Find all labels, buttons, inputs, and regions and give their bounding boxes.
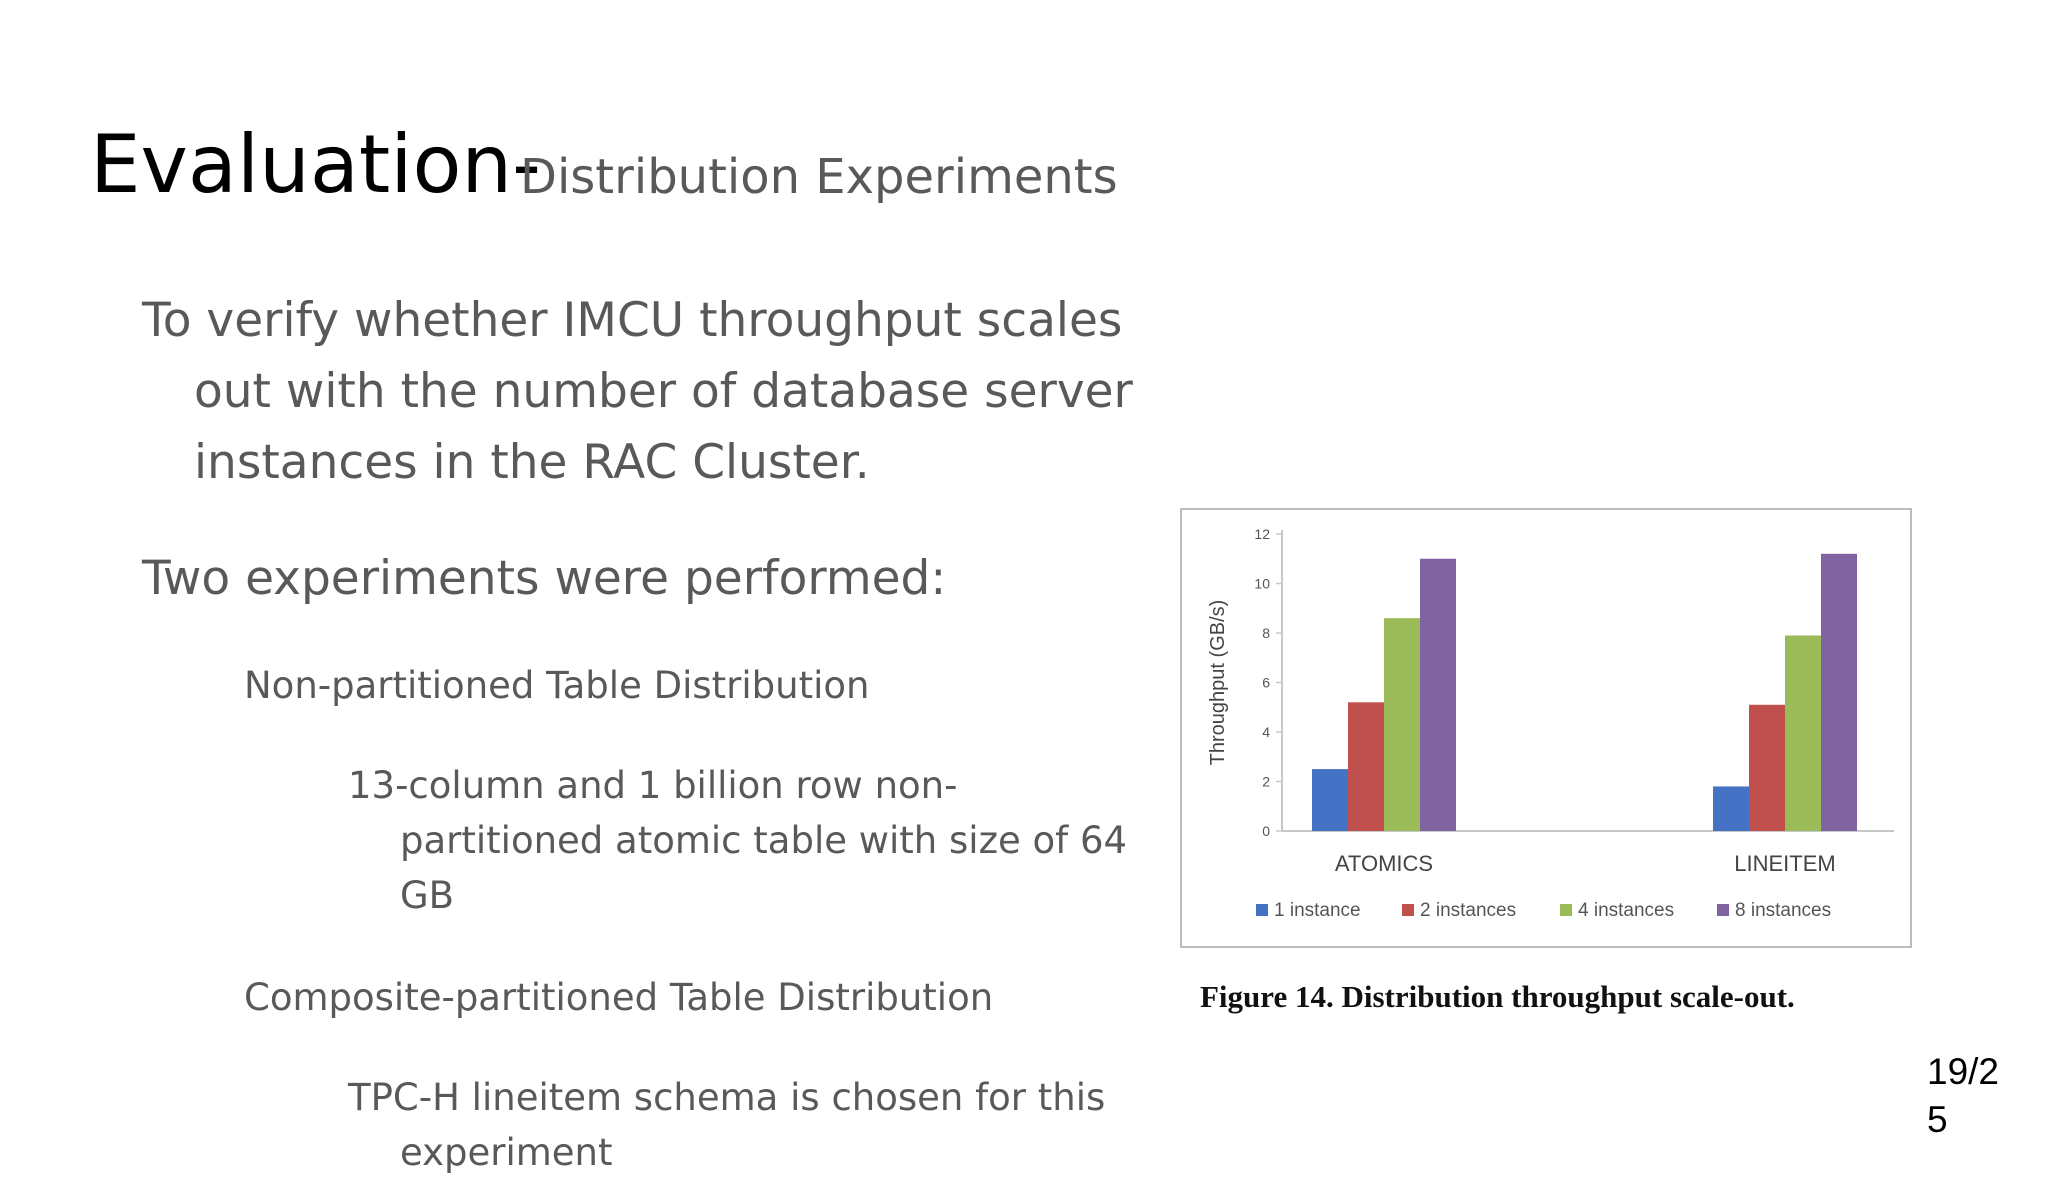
legend-swatch bbox=[1560, 904, 1572, 916]
bar bbox=[1821, 554, 1857, 831]
bar bbox=[1420, 559, 1456, 831]
page-number-line1: 19/2 bbox=[1927, 1051, 2000, 1092]
legend-swatch bbox=[1717, 904, 1729, 916]
experiment-1-title: Non-partitioned Table Distribution bbox=[244, 664, 870, 707]
paragraph-purpose bbox=[142, 285, 1152, 498]
legend-swatch bbox=[1256, 904, 1268, 916]
paragraph-purpose-line2: out with the number of database server bbox=[194, 364, 1133, 419]
bar bbox=[1312, 769, 1348, 831]
legend-label: 1 instance bbox=[1274, 900, 1361, 921]
experiment-2-line1: TPC-H lineitem schema is chosen for this bbox=[348, 1076, 1106, 1119]
legend-swatch bbox=[1402, 904, 1414, 916]
y-tick-label: 12 bbox=[1254, 526, 1270, 542]
experiment-1-line2: partitioned atomic table with size of 64 bbox=[400, 819, 1128, 862]
experiment-1-description bbox=[348, 758, 1128, 923]
legend-label: 8 instances bbox=[1735, 900, 1832, 921]
paragraph-experiments: Two experiments were performed: bbox=[142, 551, 947, 606]
y-tick-label: 6 bbox=[1262, 674, 1270, 691]
x-category-label: ATOMICS bbox=[1334, 851, 1434, 876]
bar bbox=[1785, 635, 1821, 831]
bar bbox=[1384, 618, 1420, 831]
chart-figure bbox=[1180, 508, 1912, 948]
paragraph-purpose-line3: instances in the RAC Cluster. bbox=[194, 435, 870, 490]
bar bbox=[1713, 786, 1749, 831]
experiment-1-line1: 13-column and 1 billion row non- bbox=[348, 764, 958, 807]
paragraph-purpose-line1: To verify whether IMCU throughput scales bbox=[142, 293, 1123, 348]
slide-title: Evaluation- bbox=[90, 118, 541, 211]
y-tick-label: 4 bbox=[1262, 724, 1270, 740]
page-number bbox=[1927, 1048, 2027, 1144]
x-category-label: LINEITEM bbox=[1734, 851, 1836, 876]
experiment-2-title: Composite-partitioned Table Distribution bbox=[244, 976, 994, 1019]
legend-label: 4 instances bbox=[1578, 900, 1675, 921]
experiment-2-line2: experiment bbox=[400, 1131, 613, 1174]
figure-caption: Figure 14. Distribution throughput scale-out. bbox=[1200, 979, 1795, 1014]
page-number-line2: 5 bbox=[1927, 1099, 1948, 1140]
throughput-bar-chart bbox=[1182, 510, 1910, 946]
y-tick-label: 2 bbox=[1262, 773, 1270, 790]
y-axis-label: Throughput (GB/s) bbox=[1207, 599, 1229, 766]
slide-subtitle: Distribution Experiments bbox=[520, 149, 1118, 205]
experiment-1-line3: GB bbox=[400, 874, 455, 917]
bar bbox=[1348, 702, 1384, 831]
y-tick-label: 0 bbox=[1262, 823, 1270, 839]
legend-label: 2 instances bbox=[1420, 900, 1517, 921]
experiment-2-description bbox=[348, 1070, 1128, 1180]
y-tick-label: 8 bbox=[1262, 625, 1270, 641]
y-tick-label: 10 bbox=[1254, 575, 1270, 592]
bar bbox=[1749, 705, 1785, 831]
